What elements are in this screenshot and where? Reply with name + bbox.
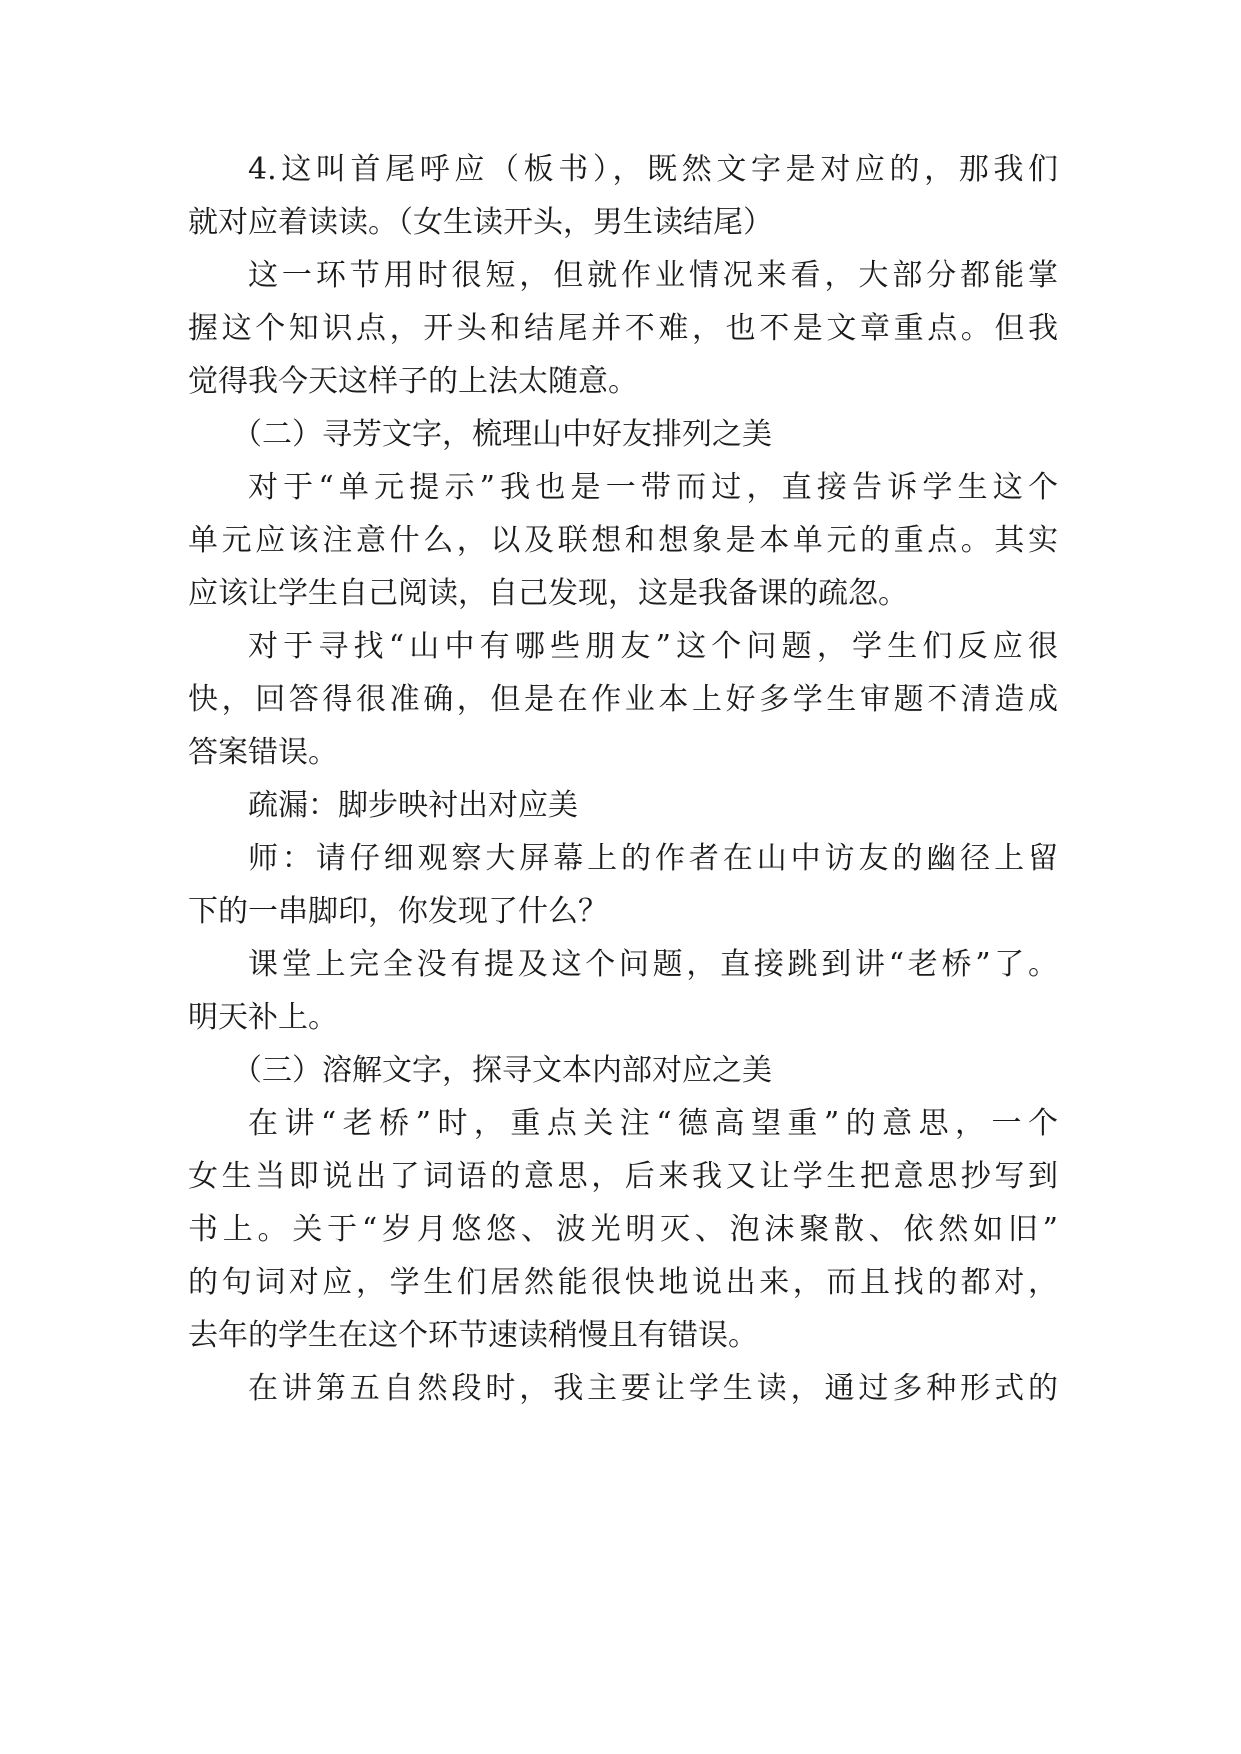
text-line: 快，回答得很准确，但是在作业本上好多学生审题不清造成	[188, 682, 1058, 717]
text-line: 明天补上。	[188, 1000, 338, 1035]
text-line: 对于寻找“山中有哪些朋友”这个问题，学生们反应很	[248, 629, 1058, 664]
text-line: 握这个知识点，开头和结尾并不难，也不是文章重点。但我	[188, 311, 1058, 346]
text-line: 觉得我今天这样子的上法太随意。	[188, 364, 638, 399]
text-line: 去年的学生在这个环节速读稍慢且有错误。	[188, 1318, 758, 1353]
text-line: 这一环节用时很短，但就作业情况来看，大部分都能掌	[248, 258, 1058, 293]
text-line: 疏漏：脚步映衬出对应美	[248, 788, 578, 823]
text-line: 4.这叫首尾呼应（板书），既然文字是对应的，那我们	[248, 152, 1058, 187]
text-line: 书上。关于“岁月悠悠、波光明灭、泡沫聚散、依然如旧”	[188, 1212, 1058, 1247]
text-line: 课堂上完全没有提及这个问题，直接跳到讲“老桥”了。	[248, 947, 1058, 982]
text-line: 就对应着读读。（女生读开头，男生读结尾）	[188, 205, 773, 240]
text-line: 答案错误。	[188, 735, 338, 770]
text-line: 在讲第五自然段时，我主要让学生读，通过多种形式的	[248, 1371, 1058, 1406]
text-line: 师：请仔细观察大屏幕上的作者在山中访友的幽径上留	[248, 841, 1058, 876]
section-heading: （二）寻芳文字，梳理山中好友排列之美	[232, 417, 772, 452]
text-line: 单元应该注意什么，以及联想和想象是本单元的重点。其实	[188, 523, 1058, 558]
text-line: 女生当即说出了词语的意思，后来我又让学生把意思抄写到	[188, 1159, 1058, 1194]
text-line: 对于“单元提示”我也是一带而过，直接告诉学生这个	[248, 470, 1058, 505]
text-line: 下的一串脚印，你发现了什么？	[188, 894, 608, 929]
section-heading: （三）溶解文字，探寻文本内部对应之美	[232, 1053, 772, 1088]
text-line: 应该让学生自己阅读，自己发现，这是我备课的疏忽。	[188, 576, 908, 611]
text-line: 的句词对应，学生们居然能很快地说出来，而且找的都对，	[188, 1265, 1058, 1300]
text-line: 在讲“老桥”时，重点关注“德高望重”的意思，一个	[248, 1106, 1058, 1141]
